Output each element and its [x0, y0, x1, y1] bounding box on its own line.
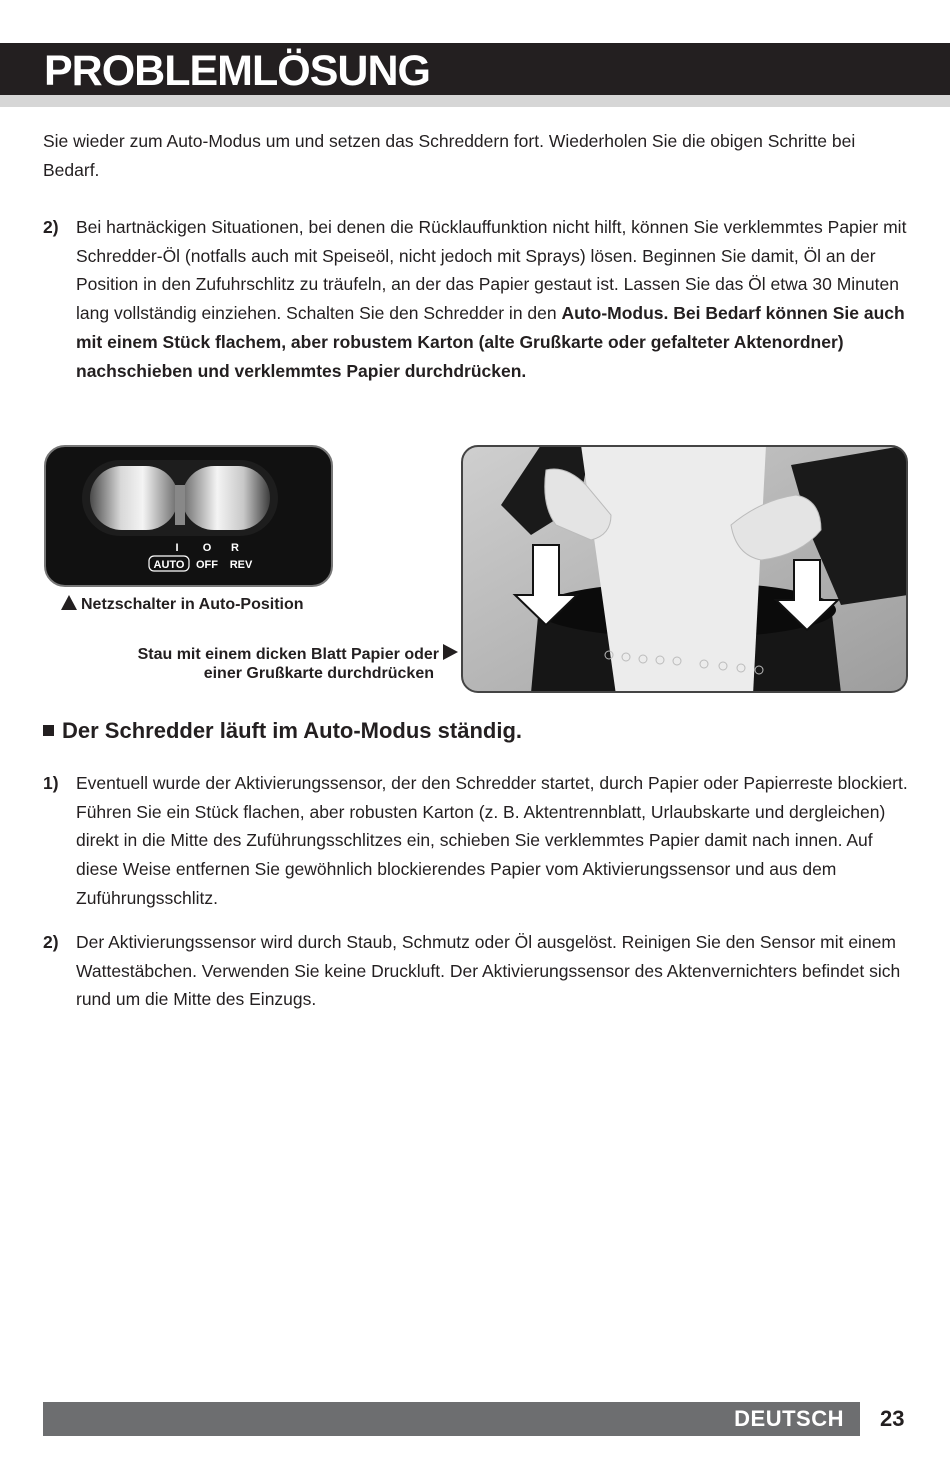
triangle-up-icon [61, 595, 77, 610]
intro-paragraph: Sie wieder zum Auto-Modus um und setzen das Schreddern fort. Wiederholen Sie die obigen Schritte bei Bedarf. [43, 131, 856, 180]
page-number: 23 [880, 1406, 905, 1431]
section-heading-text: Der Schredder läuft im Auto-Modus ständig. [62, 718, 522, 743]
switch-label-off: OFF [196, 559, 218, 571]
push-caption-line1: Stau mit einem dicken Blatt Papier oder [137, 646, 439, 663]
switch-label-r: R [231, 542, 239, 554]
step-2-bold-text: Auto-Modus. Bei Bedarf können Sie auch mit einem Stück flachem, aber robustem Karton (alte Grußkarte oder gefalteter Aktenordner) nachschieben und verklemmtes Papier durchdrücken. [76, 303, 905, 381]
section-item-1 [43, 769, 908, 913]
switch-label-rev: REV [229, 559, 253, 571]
square-bullet-icon [43, 725, 54, 736]
triangle-right-icon [443, 644, 458, 660]
switch-caption [61, 595, 304, 614]
section-heading [43, 718, 522, 744]
section-item-2-text: Der Aktivierungssensor wird durch Staub, Schmutz oder Öl ausgelöst. Reinigen Sie den Sensor mit einem Wattestäbchen. Verwenden Sie keine Druckluft. Der Aktivierungssensor des Aktenvernichters befindet sich rund um die Mitte des Einzugs. [76, 932, 901, 1010]
push-caption [84, 644, 458, 683]
switch-label-o: O [202, 542, 212, 554]
power-switch-illustration [44, 445, 333, 587]
header-underline [0, 95, 950, 107]
section-item-2 [43, 928, 908, 1014]
shredder-photo [461, 445, 908, 693]
list-number: 1) [43, 773, 59, 793]
switch-label-auto: AUTO [153, 559, 185, 571]
list-number: 2) [43, 217, 59, 237]
push-caption-line2: einer Grußkarte durchdrücken [203, 665, 434, 682]
section-item-1-text: Eventuell wurde der Aktivierungssensor, der den Schredder startet, durch Papier oder Papierreste blockiert. Führen Sie ein Stück flachen, aber robusten Karton (z. B. Aktentrennblatt, Urlaubskarte und dergleichen) direkt in die Mitte des Zuführungsschlitzes ein, schieben Sie verklemmtes Papier damit nach innen. Auf diese Weise entfernen Sie gewöhnlich blockierendes Papier vom Aktivierungssensor und aus dem Zuführungsschlitz. [76, 773, 908, 908]
switch-label-i: I [175, 542, 179, 554]
step-2-text: Bei hartnäckigen Situationen, bei denen die Rücklauffunktion nicht hilft, können Sie verklemmtes Papier mit Schredder-Öl (notfalls auch mit Speiseöl, nicht jedoch mit Sprays) lösen. Beginnen Sie damit, Öl an der Position in den Zufuhrschlitz zu träufeln, an der das Papier gestaut ist. Lassen Sie das Öl etwa 30 Minuten lang vollständig einziehen. Schalten Sie den Schredder in den [76, 217, 907, 324]
list-number: 2) [43, 932, 59, 952]
footer-language: DEUTSCH [734, 1406, 844, 1431]
step-2-troubleshoot [43, 213, 908, 385]
page-title: PROBLEMLÖSUNG [44, 47, 430, 95]
switch-caption-text: Netzschalter in Auto-Position [81, 596, 304, 613]
